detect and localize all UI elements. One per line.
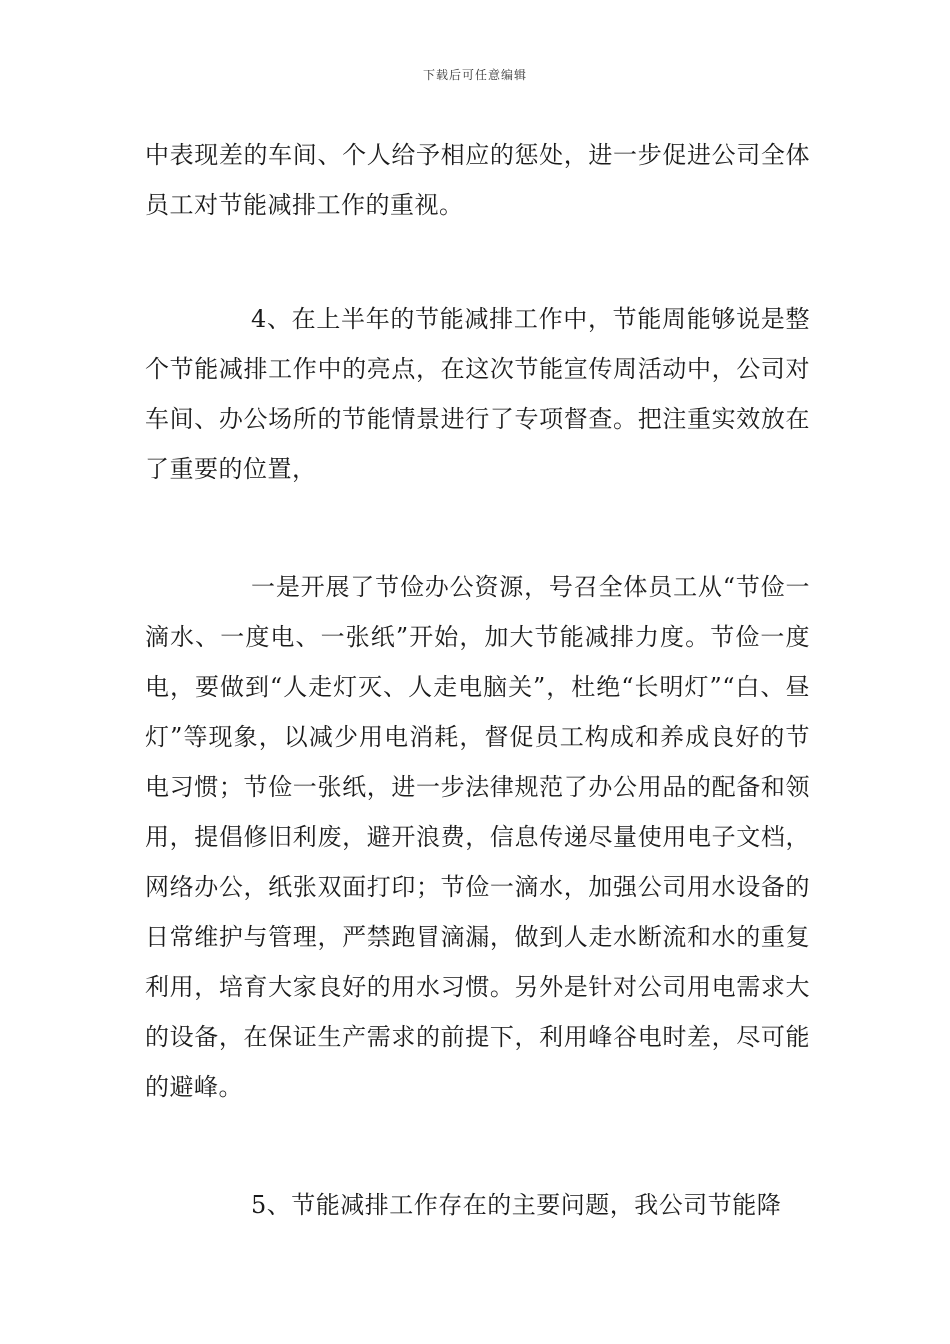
paragraph-1: 中表现差的车间、个人给予相应的惩处，进一步促进公司全体员工对节能减排工作的重视。: [145, 141, 810, 219]
header-note: 下载后可任意编辑: [422, 68, 527, 82]
document-body: [145, 130, 810, 1230]
paragraph-3: 一是开展了节俭办公资源，号召全体员工从“节俭一滴水、一度电、一张纸”开始，加大节能减排力度。节俭一度电，要做到“人走灯灭、人走电脑关”，杜绝“长明灯”“白、昼灯”等现象，以减少用电消耗，督促员工构成和养成良好的节电习惯；节俭一张纸，进一步法律规范了办公用品的配备和领用，提倡修旧利废，避开浪费，信息传递尽量使用电子文档，网络办公，纸张双面打印；节俭一滴水，加强公司用水设备的日常维护与管理，严禁跑冒滴漏，做到人走水断流和水的重复利用，培育大家良好的用水习惯。另外是针对公司用电需求大的设备，在保证生产需求的前提下，利用峰谷电时差，尽可能的避峰。: [145, 573, 810, 1101]
paragraph-2: 4、在上半年的节能减排工作中，节能周能够说是整个节能减排工作中的亮点，在这次节能宣传周活动中，公司对车间、办公场所的节能情景进行了专项督查。把注重实效放在了重要的位置，: [145, 305, 810, 483]
paragraph-4: 5、节能减排工作存在的主要问题，我公司节能降: [251, 1191, 782, 1219]
